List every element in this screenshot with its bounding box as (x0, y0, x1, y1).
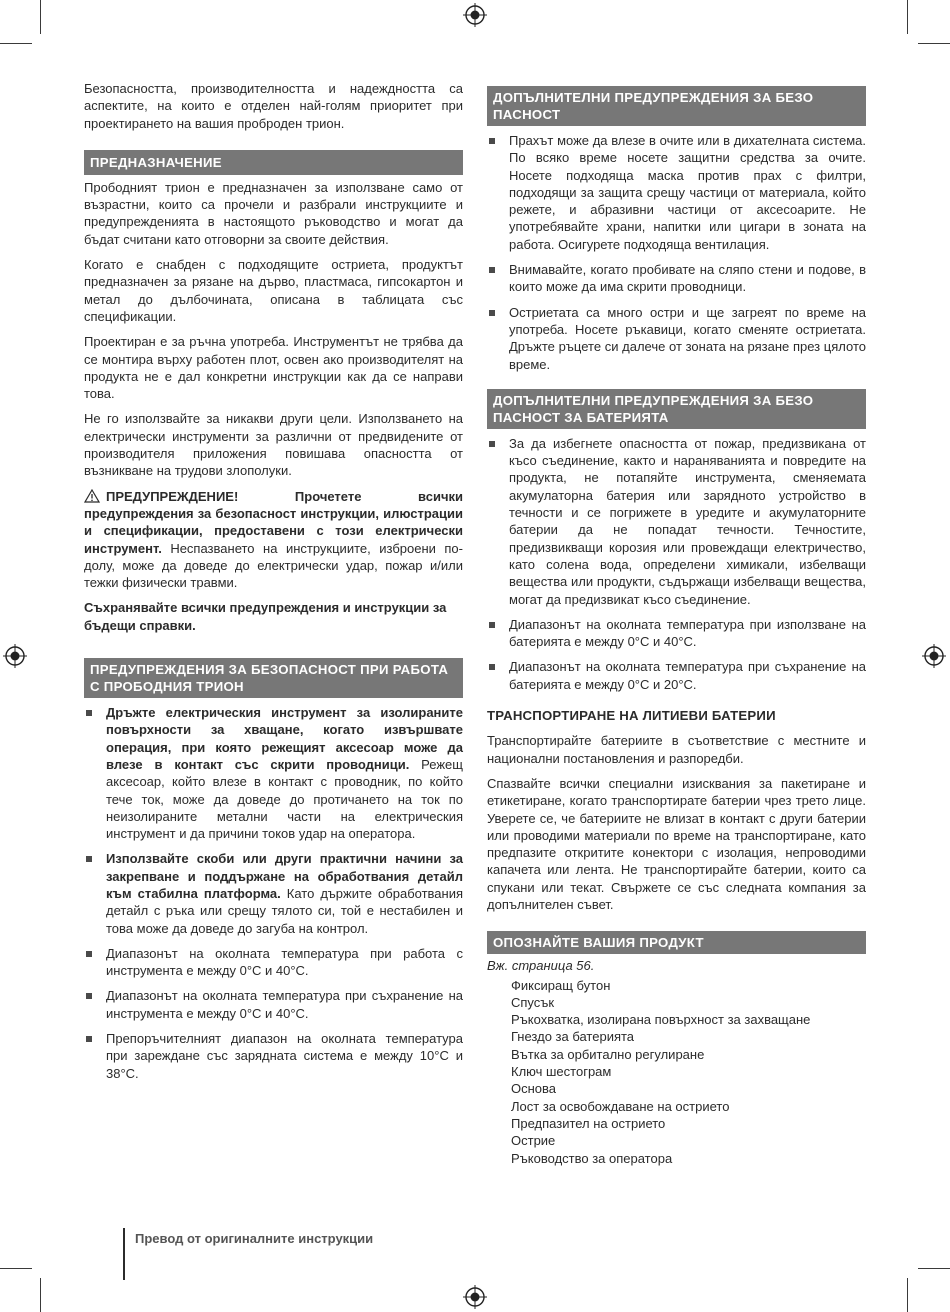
list-item: Ключ шестограм (511, 1064, 612, 1080)
bullet-icon (489, 138, 495, 144)
crop-mark (918, 43, 950, 44)
warning-paragraph (84, 488, 463, 592)
crop-mark (918, 1268, 950, 1269)
list-item: Ръководство за оператора (511, 1150, 673, 1166)
warning-triangle-icon (84, 489, 100, 503)
list-item: Диапазонът на околната температура при съхранение на инструмента е между 0°C и 40°C. (84, 987, 463, 1022)
footer-bar (123, 1228, 125, 1280)
section-heading-transport: ТРАНСПОРТИРАНЕ НА ЛИТИЕВИ БАТЕРИИ (487, 708, 776, 724)
warning-text: Неспазването на инструкциите, изброени по-долу, може да доведе до електрически удар, пожар и/или тежки физически травми. (84, 540, 463, 591)
additional-warnings-list (487, 132, 866, 373)
left-column (84, 80, 463, 1090)
section-heading-product: ОПОЗНАЙТЕ ВАШИЯ ПРОДУКТ (487, 931, 866, 954)
list-item: Диапазонът на околната температура при работа с инструмента е между 0°C и 40°C. (84, 945, 463, 980)
bullet-icon (86, 951, 92, 957)
intro-paragraph: Безопасността, производителността и надеждността са аспектите, на които е отделен най-голям приоритет при проектирането на вашия проброден трион. (84, 81, 463, 131)
list-item: Прахът може да влезе в очите или в дихателната система. По всяко време носете защитни средства за очите. Носете подходяща маска против прах с филтри, подходящи за защита срещу частици от материала, който режете, и абразивни частици от аксесоарите. Не употребявайте храни, напитки или цигари в зоната на работа. Осигурете подходяща вентилация. (487, 132, 866, 253)
warning-bold-text: ПРЕДУПРЕЖДЕНИЕ! Прочетете всички предупреждения за безопасност инструкции, илюстрации и спецификации, предоставени с този електрически инструмент. (84, 488, 463, 556)
list-item: Гнездо за батерията (511, 1029, 635, 1045)
list-item: Използвайте скоби или други практични начини за закрепване и поддържане на обработвания детайл към стабилна платформа. Като държите обработвания детайл с ръка или срещу тялото си, той е нестабилен и това може да доведе до загуба на контрол. (84, 850, 463, 936)
purpose-paragraph: Проектиран е за ръчна употреба. Инструментът не трябва да се монтира върху работен плот, освен ако производителят на продукта не е дал конкретни инструкции как да се направи това. (84, 334, 463, 402)
registration-mark-icon (463, 3, 487, 27)
crop-mark (907, 0, 908, 34)
list-item: Внимавайте, когато пробивате на сляпо стени и подове, в които може да има скрити проводници. (487, 261, 866, 296)
list-item: Основа (511, 1081, 557, 1097)
right-column (487, 86, 866, 1167)
page-reference: Вж. страница 56. (487, 958, 595, 974)
list-item: Остриетата са много остри и ще загреят по време на употреба. Носете ръкавици, когато сменяте остриетата. Дръжте ръцете си далече от зоната на рязане през цялото време. (487, 304, 866, 373)
transport-paragraph: Спазвайте всички специални изисквания за пакетиране и етикетиране, когато транспортирате батерии чрез трето лице. Уверете се, че батериите не влизат в контакт с други батерии или проводими материали по време на транспортиране, като предпазите откритите конектори с изолация, непроводими капачета или лента. Не транспортирайте батерии, които са спукани или текат. Свържете се със следната компания за допълнителен съвет. (487, 775, 866, 912)
bullet-icon (86, 856, 92, 862)
crop-mark (40, 1278, 41, 1312)
bullet-icon (86, 710, 92, 716)
bullet-icon (86, 993, 92, 999)
list-item: Острие (511, 1133, 556, 1149)
bullet-icon (86, 1036, 92, 1042)
registration-mark-icon (463, 1285, 487, 1309)
safety-list (84, 704, 463, 1082)
list-item: Предпазител на острието (511, 1115, 666, 1131)
section-heading-battery: ДОПЪЛНИТЕЛНИ ПРЕДУПРЕЖДЕНИЯ ЗА БЕЗО ПАСНОСТ ЗА БАТЕРИЯТА (487, 389, 866, 429)
section-heading-safety: ПРЕДУПРЕЖДЕНИЯ ЗА БЕЗОПАСНОСТ ПРИ РАБОТА С ПРОБОДНИЯ ТРИОН (84, 658, 463, 698)
list-item: Диапазонът на околната температура при съхранение на батерията е между 0°C и 20°C. (487, 658, 866, 693)
list-item: Диапазонът на околната температура при използване на батерията е между 0°C и 40°C. (487, 616, 866, 651)
purpose-paragraph: Прободният трион е предназначен за използване само от възрастни, които са прочели и разбрали инструкциите и предупрежденията в настоящото ръководство и могат да бъдат считани като отговорни за своите действия. (84, 179, 463, 247)
purpose-paragraph: Не го използвайте за никакви други цели. Използването на електрически инструменти за различни от предвидените от производителя приложения повишава опасността от възникване на трудови злополуки. (84, 411, 463, 479)
crop-mark (0, 1268, 32, 1269)
crop-mark (0, 43, 32, 44)
battery-warnings-list (487, 435, 866, 693)
bullet-icon (489, 441, 495, 447)
list-item: Лост за освобождаване на острието (511, 1098, 730, 1114)
section-heading-purpose: ПРЕДНАЗНАЧЕНИЕ (84, 150, 463, 175)
product-parts-list (487, 977, 866, 1167)
transport-paragraph: Транспортирайте батериите в съответствие с местните и национални постановления и разпоредби. (487, 733, 866, 766)
list-item: Ръкохватка, изолирана повърхност за захващане (511, 1012, 811, 1028)
list-item: Вътка за орбитално регулиране (511, 1046, 705, 1062)
purpose-paragraph: Когато е снабден с подходящите остриета, продуктът предназначен за рязане на дърво, пластмаса, гипсокартон и метал до дълбочината, описана в таблицата със спецификации. (84, 257, 463, 324)
list-item: Фиксиращ бутон (511, 977, 611, 993)
registration-mark-icon (922, 644, 946, 668)
list-item: Препоръчителният диапазон на околната температура при зареждане със зарядната система е между 10°C и 38°C. (84, 1030, 463, 1082)
bullet-icon (489, 267, 495, 273)
bullet-icon (489, 664, 495, 670)
list-item: Дръжте електрическия инструмент за изолираните повърхности за хващане, когато извършвате операция, при която режещият аксесоар може да влезе в контакт със скрити проводници. Режещ аксесоар, който влезе в контакт с проводник, по който тече ток, може да доведе до протичането на ток по неизолираните метални части на електрическия инструмент и да причини токов удар на оператора. (84, 704, 463, 842)
list-item: За да избегнете опасността от пожар, предизвикана от късо съединение, както и нараняванията и повредите на продукта, не потапяйте инструмента, сменяемата акумулаторна батерия или зарядното устройство в течности и се погрижете в уредите и акумулаторните батерии да не попадат течности. Течностите, предизвикващи корозия или провеждащи електричество, като солена вода, определени химикали, избелващи вещества или продукти, съдържащи избелващи вещества, могат да предизвикат късо съединение. (487, 435, 866, 608)
bullet-icon (489, 622, 495, 628)
crop-mark (40, 0, 41, 34)
bullet-icon (489, 310, 495, 316)
list-item: Спусък (511, 994, 555, 1010)
footer-text: Превод от оригиналните инструкции (135, 1231, 374, 1246)
save-instructions-note: Съхранявайте всички предупреждения и инструкции за бъдещи справки. (84, 600, 447, 633)
registration-mark-icon (3, 644, 27, 668)
crop-mark (907, 1278, 908, 1312)
section-heading-additional: ДОПЪЛНИТЕЛНИ ПРЕДУПРЕЖДЕНИЯ ЗА БЕЗО ПАСНОСТ (487, 86, 866, 126)
